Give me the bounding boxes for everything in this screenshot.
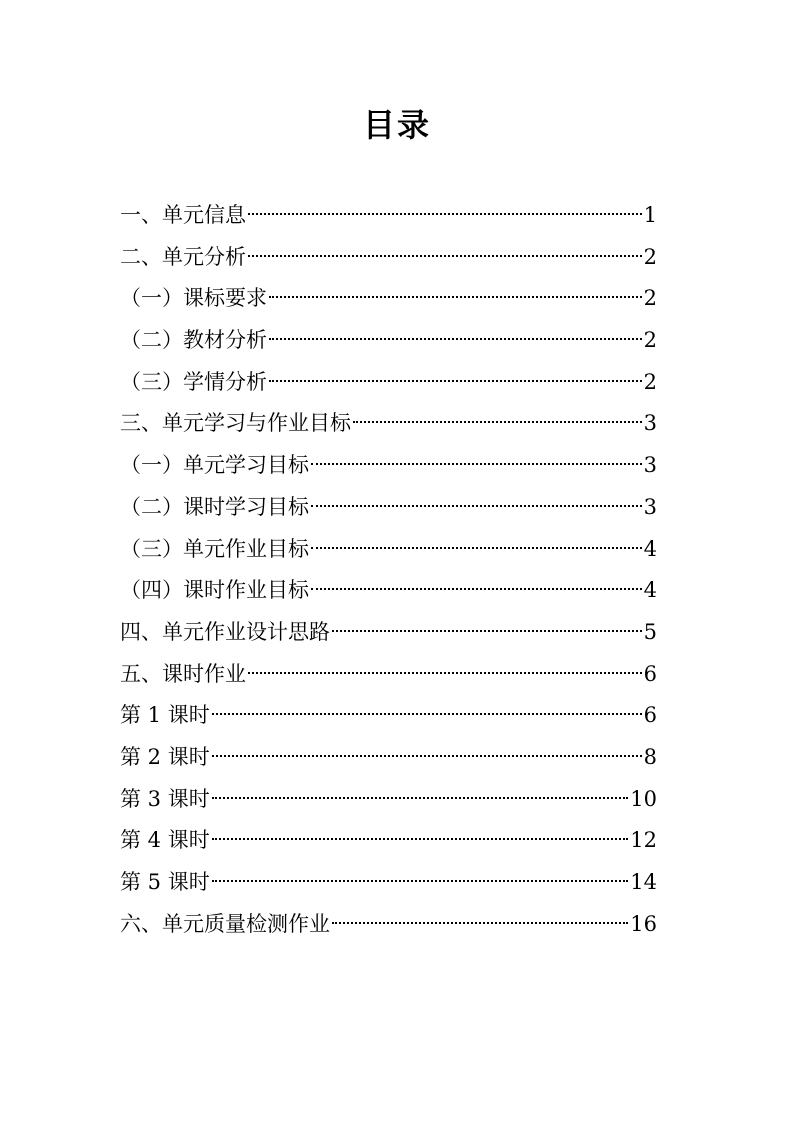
dot-leader <box>269 338 642 340</box>
toc-entry-page-number: 5 <box>643 619 657 644</box>
toc-entry-page-number: 3 <box>643 453 657 478</box>
toc-entry-page-number: 1 <box>643 203 657 227</box>
table-of-contents <box>120 195 657 945</box>
toc-entry-label: 一、单元信息 <box>120 203 246 227</box>
toc-entry[interactable] <box>120 487 657 529</box>
dot-leader <box>353 421 642 423</box>
dot-leader <box>212 880 629 882</box>
toc-entry[interactable] <box>120 570 657 612</box>
dot-leader <box>212 797 629 799</box>
toc-entry-label: （一）课标要求 <box>120 286 267 311</box>
dot-leader <box>212 713 642 715</box>
toc-entry-label: 三、单元学习与作业目标 <box>120 411 351 436</box>
toc-entry[interactable] <box>120 445 657 487</box>
dot-leader <box>248 213 642 215</box>
toc-entry-page-number: 12 <box>630 828 657 853</box>
toc-entry[interactable] <box>120 278 657 320</box>
toc-entry-label: 第 3 课时 <box>120 786 210 811</box>
toc-entry[interactable] <box>120 529 657 571</box>
toc-entry[interactable] <box>120 237 657 279</box>
toc-entry-label: 第 2 课时 <box>120 744 210 769</box>
toc-entry-label: （三）单元作业目标 <box>120 536 309 561</box>
toc-entry-page-number: 6 <box>643 661 657 686</box>
toc-entry-page-number: 4 <box>643 536 657 561</box>
toc-entry-label: 二、单元分析 <box>120 244 246 269</box>
toc-entry-page-number: 10 <box>630 786 657 811</box>
toc-entry-label: （四）课时作业目标 <box>120 578 309 603</box>
toc-entry[interactable] <box>120 862 657 904</box>
dot-leader <box>269 296 642 298</box>
dot-leader <box>248 255 642 257</box>
dot-leader <box>311 505 642 507</box>
toc-entry-label: 五、课时作业 <box>120 661 246 686</box>
toc-entry[interactable] <box>120 362 657 404</box>
dot-leader <box>311 588 642 590</box>
dot-leader <box>311 463 642 465</box>
toc-entry[interactable] <box>120 695 657 737</box>
toc-entry[interactable] <box>120 320 657 362</box>
toc-entry-label: （二）课时学习目标 <box>120 494 309 519</box>
toc-entry-page-number: 2 <box>643 244 657 269</box>
page-title: 目录 <box>362 106 431 144</box>
toc-entry[interactable] <box>120 737 657 779</box>
toc-entry-label: 第 4 课时 <box>120 828 210 853</box>
toc-entry-label: 第 1 课时 <box>120 703 210 728</box>
dot-leader <box>212 838 629 840</box>
toc-entry[interactable] <box>120 403 657 445</box>
toc-entry-label: （二）教材分析 <box>120 328 267 353</box>
toc-entry-page-number: 6 <box>643 703 657 728</box>
toc-entry[interactable] <box>120 779 657 821</box>
dot-leader <box>332 630 642 632</box>
dot-leader <box>311 547 642 549</box>
toc-entry-page-number: 16 <box>630 911 657 936</box>
toc-entry[interactable] <box>120 195 657 237</box>
toc-entry-page-number: 2 <box>643 328 657 353</box>
dot-leader <box>332 922 628 924</box>
toc-entry[interactable] <box>120 904 657 946</box>
toc-entry[interactable] <box>120 820 657 862</box>
toc-entry-label: （一）单元学习目标 <box>120 453 309 478</box>
toc-entry[interactable] <box>120 612 657 654</box>
dot-leader <box>269 380 642 382</box>
toc-entry-page-number: 2 <box>643 369 657 394</box>
toc-entry-label: 六、单元质量检测作业 <box>120 911 330 936</box>
toc-entry-label: 四、单元作业设计思路 <box>120 619 330 644</box>
toc-entry-page-number: 4 <box>643 578 657 603</box>
dot-leader <box>248 672 642 674</box>
toc-entry-label: 第 5 课时 <box>120 870 210 894</box>
toc-entry-page-number: 8 <box>643 744 657 769</box>
toc-entry-page-number: 2 <box>643 286 657 311</box>
toc-entry-page-number: 3 <box>643 411 657 436</box>
toc-entry-page-number: 3 <box>643 494 657 519</box>
toc-entry-page-number: 14 <box>630 870 657 894</box>
toc-entry[interactable] <box>120 654 657 696</box>
dot-leader <box>212 755 642 757</box>
toc-entry-label: （三）学情分析 <box>120 369 267 394</box>
